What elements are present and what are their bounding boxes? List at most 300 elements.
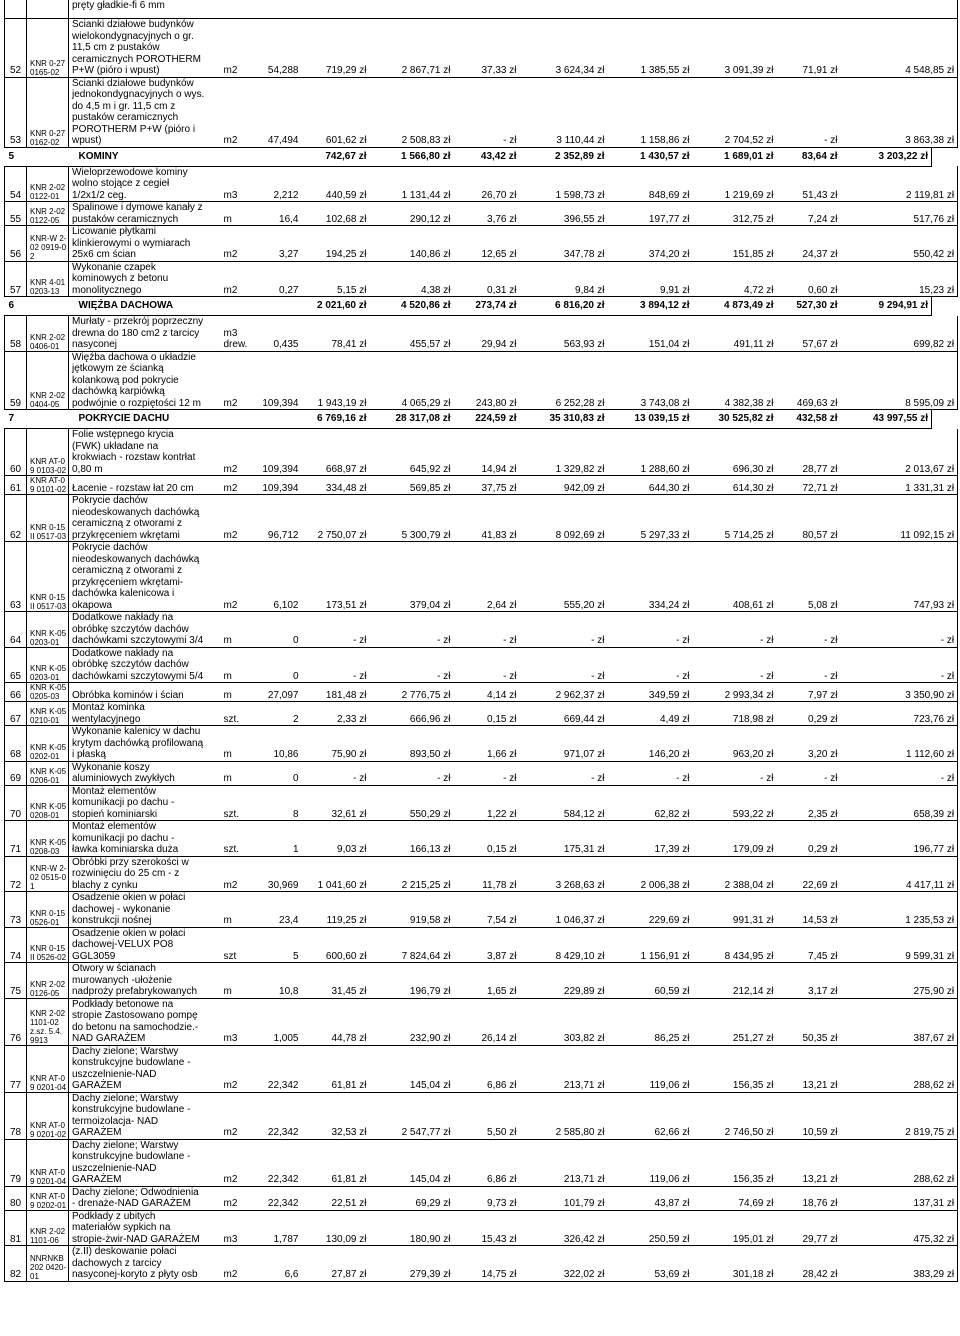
cost-value-8: 2 119,81 zł xyxy=(841,166,958,202)
cost-value-4: 2 585,80 zł xyxy=(520,1092,608,1139)
row-number: 71 xyxy=(5,821,27,857)
norm-code: KNR 0-27 0165-02 xyxy=(27,19,69,78)
section-total-4: 6 816,20 zł xyxy=(520,297,608,316)
norm-code: KNR 0-27 0162-02 xyxy=(27,77,69,147)
cost-value-5: 146,20 zł xyxy=(608,726,693,762)
cost-value-8: 288,62 zł xyxy=(841,1139,958,1186)
table-row xyxy=(5,1210,958,1246)
section-number: 6 xyxy=(5,297,27,316)
cost-value-1: 61,81 zł xyxy=(303,1139,370,1186)
unit-of-measure: m2 xyxy=(221,19,253,78)
work-description: Montaż elementów komunikacji po dachu - stopień kominiarski xyxy=(69,785,221,821)
row-number: 69 xyxy=(5,761,27,785)
unit-of-measure: m xyxy=(221,761,253,785)
row-number: 57 xyxy=(5,261,27,297)
cost-value-8: 387,67 zł xyxy=(841,998,958,1045)
cost-value-5: 3 743,08 zł xyxy=(608,351,693,410)
cost-value-4: 326,42 zł xyxy=(520,1210,608,1246)
cost-value-4: 322,02 zł xyxy=(520,1246,608,1282)
cost-value-8: - zł xyxy=(841,761,958,785)
cost-value-3: 26,14 zł xyxy=(454,998,520,1045)
quantity: 3,27 xyxy=(253,226,303,262)
cost-value-4: - zł xyxy=(520,761,608,785)
unit-of-measure: m2 xyxy=(221,476,253,495)
norm-code: KNR AT-09 0201-02 xyxy=(27,1092,69,1139)
section-total-6: 4 873,49 zł xyxy=(693,297,777,316)
cost-value-8: 383,29 zł xyxy=(841,1246,958,1282)
cost-value-3: 26,70 zł xyxy=(454,166,520,202)
unit-of-measure: m2 xyxy=(221,351,253,410)
cost-value-5: 229,69 zł xyxy=(608,892,693,928)
cost-value-3: 1,22 zł xyxy=(454,785,520,821)
cost-value-2: 1 131,44 zł xyxy=(370,166,454,202)
cost-estimate-table xyxy=(4,0,958,1282)
cost-value-5: 62,82 zł xyxy=(608,785,693,821)
cost-value-3: - zł xyxy=(454,761,520,785)
cost-value-6: 195,01 zł xyxy=(693,1210,777,1246)
cost-value-5: - zł xyxy=(608,761,693,785)
norm-code: KNR-W 2-02 0515-01 xyxy=(27,856,69,892)
cost-value-2: 7 824,64 zł xyxy=(370,927,454,963)
quantity: 1,787 xyxy=(253,1210,303,1246)
cost-value-2: 569,85 zł xyxy=(370,476,454,495)
cost-value-1: - zł xyxy=(303,612,370,648)
cost-value-6: 4 382,38 zł xyxy=(693,351,777,410)
cost-value-8: 4 548,85 zł xyxy=(841,19,958,78)
section-row xyxy=(5,147,958,166)
cost-value-5: 374,20 zł xyxy=(608,226,693,262)
section-title: WIĘŹBA DACHOWA xyxy=(27,297,303,316)
unit-of-measure: m2 xyxy=(221,226,253,262)
cost-value-2: 140,86 zł xyxy=(370,226,454,262)
cost-value-2: 893,50 zł xyxy=(370,726,454,762)
cost-value-1: 600,60 zł xyxy=(303,927,370,963)
cost-value-8: 9 599,31 zł xyxy=(841,927,958,963)
cost-value-8: 15,23 zł xyxy=(841,261,958,297)
cost-value-3: 2,64 zł xyxy=(454,542,520,612)
cost-value-7: 3,17 zł xyxy=(777,963,841,999)
cost-value-8: 196,77 zł xyxy=(841,821,958,857)
cost-value-5: 197,77 zł xyxy=(608,202,693,226)
cost-value-6: 2 388,04 zł xyxy=(693,856,777,892)
cost-value-8: 658,39 zł xyxy=(841,785,958,821)
cost-value-5: 848,69 zł xyxy=(608,166,693,202)
cost-value-4: 1 046,37 zł xyxy=(520,892,608,928)
cost-value-6: 156,35 zł xyxy=(693,1045,777,1092)
cost-value-6: 963,20 zł xyxy=(693,726,777,762)
cost-value-2: 455,57 zł xyxy=(370,316,454,352)
row-number: 61 xyxy=(5,476,27,495)
cost-value-1: 75,90 zł xyxy=(303,726,370,762)
norm-code: KNR K-05 0203-01 xyxy=(27,612,69,648)
cost-value-6: 212,14 zł xyxy=(693,963,777,999)
work-description: Podkłady z ubitych materiałów sypkich na stropie-żwir-NAD GARAŻEM xyxy=(69,1210,221,1246)
cost-value-7: - zł xyxy=(777,77,841,147)
quantity: 10,86 xyxy=(253,726,303,762)
cost-value-1: 173,51 zł xyxy=(303,542,370,612)
work-description: Wieloprzewodowe kominy wolno stojące z cegieł 1/2x1/2 ceg. xyxy=(69,166,221,202)
row-number: 72 xyxy=(5,856,27,892)
cost-value-6: 179,09 zł xyxy=(693,821,777,857)
section-title: POKRYCIE DACHU xyxy=(27,410,303,429)
cost-value-3: - zł xyxy=(454,77,520,147)
cost-value-5: 250,59 zł xyxy=(608,1210,693,1246)
work-description: Wykonanie kalenicy w dachu krytym dachówką profilowaną i płaską xyxy=(69,726,221,762)
section-total-2: 4 520,86 zł xyxy=(370,297,454,316)
work-description: Montaż kominka wentylacyjnego xyxy=(69,702,221,726)
cost-value-1: 719,29 zł xyxy=(303,19,370,78)
cost-value-6: 2 704,52 zł xyxy=(693,77,777,147)
quantity: 109,394 xyxy=(253,429,303,476)
cost-value-1: 32,61 zł xyxy=(303,785,370,821)
cost-value-4: 1 329,82 zł xyxy=(520,429,608,476)
cost-value-7: 2,35 zł xyxy=(777,785,841,821)
cost-value-6: 491,11 zł xyxy=(693,316,777,352)
quantity: 10,8 xyxy=(253,963,303,999)
cost-value-7: 22,69 zł xyxy=(777,856,841,892)
cost-value-2: 145,04 zł xyxy=(370,1139,454,1186)
norm-code: KNR 2-02 1101-06 xyxy=(27,1210,69,1246)
cost-value-7: - zł xyxy=(777,761,841,785)
section-total-6: 1 689,01 zł xyxy=(693,147,777,166)
cost-value-4: 563,93 zł xyxy=(520,316,608,352)
work-description: Osadzenie okien w połaci dachowej-VELUX PO8 GGL3059 xyxy=(69,927,221,963)
section-total-8: 3 203,22 zł xyxy=(841,147,932,166)
cost-value-8: 2 819,75 zł xyxy=(841,1092,958,1139)
cost-value-7: 7,97 zł xyxy=(777,683,841,702)
table-row xyxy=(5,1045,958,1092)
quantity: 22,342 xyxy=(253,1045,303,1092)
row-number: 53 xyxy=(5,77,27,147)
work-description: Więźba dachowa o układzie jętkowym ze ścianką kolankową pod pokrycie dachówką karpiówką podwójnie o rozpiętości 12 m xyxy=(69,351,221,410)
cost-value-2: 232,90 zł xyxy=(370,998,454,1045)
cost-value-4: 347,78 zł xyxy=(520,226,608,262)
unit-of-measure: szt. xyxy=(221,821,253,857)
cost-value-3: 1,66 zł xyxy=(454,726,520,762)
quantity: 8 xyxy=(253,785,303,821)
cost-value-1: 2,33 zł xyxy=(303,702,370,726)
table-row xyxy=(5,856,958,892)
cost-value-3: 29,94 zł xyxy=(454,316,520,352)
table-row xyxy=(5,683,958,702)
quantity: 2,212 xyxy=(253,166,303,202)
quantity: 16,4 xyxy=(253,202,303,226)
cost-value-6: - zł xyxy=(693,647,777,683)
norm-code: KNR 0-15 0526-01 xyxy=(27,892,69,928)
cost-value-2: 180,90 zł xyxy=(370,1210,454,1246)
work-description: Obróbka kominów i ścian xyxy=(69,683,221,702)
cost-value-2: - zł xyxy=(370,647,454,683)
section-total-1: 6 769,16 zł xyxy=(303,410,370,429)
cost-value-8: - zł xyxy=(841,647,958,683)
cost-value-1: 181,48 zł xyxy=(303,683,370,702)
cost-value-1: 22,51 zł xyxy=(303,1186,370,1210)
quantity: 22,342 xyxy=(253,1139,303,1186)
norm-code: KNR K-05 0210-01 xyxy=(27,702,69,726)
section-number: 7 xyxy=(5,410,27,429)
table-row xyxy=(5,316,958,352)
quantity: 109,394 xyxy=(253,351,303,410)
norm-code: KNR K-05 0203-01 xyxy=(27,647,69,683)
cost-value-4: 8 429,10 zł xyxy=(520,927,608,963)
cost-value-1: 61,81 zł xyxy=(303,1045,370,1092)
cost-value-7: 0,29 zł xyxy=(777,821,841,857)
norm-code: KNR K-05 0206-01 xyxy=(27,761,69,785)
norm-code: KNR 2-02 0126-05 xyxy=(27,963,69,999)
cost-value-4: 3 110,44 zł xyxy=(520,77,608,147)
cost-value-3: - zł xyxy=(454,612,520,648)
work-description: Wykonanie czapek kominowych z betonu monolitycznego xyxy=(69,261,221,297)
cost-value-3: 3,87 zł xyxy=(454,927,520,963)
norm-code: KNR 0-15II 0526-02 xyxy=(27,927,69,963)
cost-value-7: 50,35 zł xyxy=(777,998,841,1045)
cost-value-3: 3,76 zł xyxy=(454,202,520,226)
quantity: 2 xyxy=(253,702,303,726)
norm-code: KNR AT-09 0201-04 xyxy=(27,1139,69,1186)
cost-value-1: 27,87 zł xyxy=(303,1246,370,1282)
cost-value-1: 130,09 zł xyxy=(303,1210,370,1246)
section-total-7: 527,30 zł xyxy=(777,297,841,316)
cost-value-7: 57,67 zł xyxy=(777,316,841,352)
norm-code: KNR 2-02 1101-02 z.sz. 5.4. 9913 xyxy=(27,998,69,1045)
cost-value-3: 0,31 zł xyxy=(454,261,520,297)
cost-value-2: - zł xyxy=(370,612,454,648)
section-total-7: 83,64 zł xyxy=(777,147,841,166)
cost-value-4: 213,71 zł xyxy=(520,1045,608,1092)
cost-value-1: 31,45 zł xyxy=(303,963,370,999)
cost-value-1: 601,62 zł xyxy=(303,77,370,147)
work-description: Murłaty - przekrój poprzeczny drewna do 180 cm2 z tarcicy nasyconej xyxy=(69,316,221,352)
cost-value-5: 119,06 zł xyxy=(608,1045,693,1092)
cost-value-7: 80,57 zł xyxy=(777,495,841,542)
cost-value-8: 475,32 zł xyxy=(841,1210,958,1246)
table-row xyxy=(5,726,958,762)
section-total-2: 1 566,80 zł xyxy=(370,147,454,166)
work-description: Wykonanie koszy aluminiowych zwykłych xyxy=(69,761,221,785)
quantity: 30,969 xyxy=(253,856,303,892)
cost-value-2: 290,12 zł xyxy=(370,202,454,226)
norm-code: KNR-W 2-02 0919-02 xyxy=(27,226,69,262)
cost-value-8: 3 350,90 zł xyxy=(841,683,958,702)
cost-value-4: 971,07 zł xyxy=(520,726,608,762)
cost-value-2: - zł xyxy=(370,761,454,785)
cost-value-7: 51,43 zł xyxy=(777,166,841,202)
cost-value-2: 279,39 zł xyxy=(370,1246,454,1282)
cost-value-7: 5,08 zł xyxy=(777,542,841,612)
cost-value-8: 723,76 zł xyxy=(841,702,958,726)
cost-value-7: 469,63 zł xyxy=(777,351,841,410)
cost-value-2: 4,38 zł xyxy=(370,261,454,297)
cost-value-2: 145,04 zł xyxy=(370,1045,454,1092)
cost-value-2: 379,04 zł xyxy=(370,542,454,612)
cost-value-1: 440,59 zł xyxy=(303,166,370,202)
cost-value-5: 17,39 zł xyxy=(608,821,693,857)
cost-value-8: - zł xyxy=(841,612,958,648)
cost-value-1: 2 750,07 zł xyxy=(303,495,370,542)
section-row xyxy=(5,410,958,429)
section-total-4: 35 310,83 zł xyxy=(520,410,608,429)
cost-value-2: 5 300,79 zł xyxy=(370,495,454,542)
quantity: 1 xyxy=(253,821,303,857)
cost-value-5: 4,49 zł xyxy=(608,702,693,726)
cost-value-8: 11 092,15 zł xyxy=(841,495,958,542)
cost-value-5: 43,87 zł xyxy=(608,1186,693,1210)
cost-value-2: 645,92 zł xyxy=(370,429,454,476)
unit-of-measure: m xyxy=(221,683,253,702)
norm-code: KNR 2-02 0122-05 xyxy=(27,202,69,226)
cost-value-2: 2 776,75 zł xyxy=(370,683,454,702)
cost-value-5: - zł xyxy=(608,647,693,683)
row-number: 78 xyxy=(5,1092,27,1139)
cost-value-8: 288,62 zł xyxy=(841,1045,958,1092)
unit-of-measure: m xyxy=(221,892,253,928)
cost-value-3: - zł xyxy=(454,647,520,683)
cost-value-3: 7,54 zł xyxy=(454,892,520,928)
table-row xyxy=(5,1246,958,1282)
quantity: 54,288 xyxy=(253,19,303,78)
unit-of-measure: m2 xyxy=(221,1186,253,1210)
unit-of-measure: m xyxy=(221,612,253,648)
table-row xyxy=(5,166,958,202)
cost-value-1: 119,25 zł xyxy=(303,892,370,928)
top-text: pręty gładkie-fi 6 mm xyxy=(69,0,958,19)
table-row xyxy=(5,351,958,410)
cost-value-3: 11,78 zł xyxy=(454,856,520,892)
section-total-5: 1 430,57 zł xyxy=(608,147,693,166)
row-number: 75 xyxy=(5,963,27,999)
work-description: Dachy zielone; Warstwy konstrukcyjne budowlane - uszczelnienie-NAD GARAŻEM xyxy=(69,1045,221,1092)
cost-value-6: 718,98 zł xyxy=(693,702,777,726)
row-number: 60 xyxy=(5,429,27,476)
norm-code: KNR K-05 0208-03 xyxy=(27,821,69,857)
table-row xyxy=(5,785,958,821)
row-number: 68 xyxy=(5,726,27,762)
cost-value-6: - zł xyxy=(693,761,777,785)
cost-value-6: 991,31 zł xyxy=(693,892,777,928)
row-number: 64 xyxy=(5,612,27,648)
quantity: 47,494 xyxy=(253,77,303,147)
norm-code: KNR 4-01 0203-13 xyxy=(27,261,69,297)
cost-value-6: 2 993,34 zł xyxy=(693,683,777,702)
norm-code: KNR K-05 0205-03 xyxy=(27,683,69,702)
cost-value-7: 28,42 zł xyxy=(777,1246,841,1282)
table-row xyxy=(5,927,958,963)
table-row xyxy=(5,963,958,999)
section-total-3: 273,74 zł xyxy=(454,297,520,316)
quantity: 0 xyxy=(253,612,303,648)
cost-value-3: 1,65 zł xyxy=(454,963,520,999)
cost-value-5: 1 158,86 zł xyxy=(608,77,693,147)
cost-value-2: 919,58 zł xyxy=(370,892,454,928)
quantity: 0,435 xyxy=(253,316,303,352)
cost-value-7: 71,91 zł xyxy=(777,19,841,78)
quantity: 109,394 xyxy=(253,476,303,495)
cost-value-6: 408,61 zł xyxy=(693,542,777,612)
cost-value-8: 1 331,31 zł xyxy=(841,476,958,495)
cost-value-4: 3 624,34 zł xyxy=(520,19,608,78)
cost-value-7: 28,77 zł xyxy=(777,429,841,476)
cost-value-5: 5 297,33 zł xyxy=(608,495,693,542)
cost-value-3: 12,65 zł xyxy=(454,226,520,262)
cost-estimate-sheet xyxy=(4,0,957,1282)
cost-value-1: - zł xyxy=(303,647,370,683)
cost-value-1: 334,48 zł xyxy=(303,476,370,495)
cost-value-5: 60,59 zł xyxy=(608,963,693,999)
work-description: (z.II) deskowanie połaci dachowych z tarcicy nasyconej-koryto z płyty osb xyxy=(69,1246,221,1282)
cost-value-7: 29,77 zł xyxy=(777,1210,841,1246)
row-number: 77 xyxy=(5,1045,27,1092)
cost-value-6: 251,27 zł xyxy=(693,998,777,1045)
cost-value-6: 696,30 zł xyxy=(693,429,777,476)
norm-code: KNR 2-02 0406-01 xyxy=(27,316,69,352)
cost-value-7: 13,21 zł xyxy=(777,1045,841,1092)
cost-value-1: 44,78 zł xyxy=(303,998,370,1045)
cost-value-4: 396,55 zł xyxy=(520,202,608,226)
cost-value-2: 69,29 zł xyxy=(370,1186,454,1210)
cost-value-1: 1 041,60 zł xyxy=(303,856,370,892)
cost-value-5: 334,24 zł xyxy=(608,542,693,612)
cost-value-8: 137,31 zł xyxy=(841,1186,958,1210)
row-number: 66 xyxy=(5,683,27,702)
cost-value-3: 243,80 zł xyxy=(454,351,520,410)
row-number: 82 xyxy=(5,1246,27,1282)
cost-value-1: 1 943,19 zł xyxy=(303,351,370,410)
row-number: 73 xyxy=(5,892,27,928)
cost-value-4: 9,84 zł xyxy=(520,261,608,297)
quantity: 22,342 xyxy=(253,1186,303,1210)
cost-value-8: 550,42 zł xyxy=(841,226,958,262)
cost-value-4: 1 598,73 zł xyxy=(520,166,608,202)
section-total-1: 2 021,60 zł xyxy=(303,297,370,316)
cost-value-7: 7,45 zł xyxy=(777,927,841,963)
unit-of-measure: szt. xyxy=(221,785,253,821)
table-row xyxy=(5,202,958,226)
cost-value-6: 312,75 zł xyxy=(693,202,777,226)
cost-value-2: 550,29 zł xyxy=(370,785,454,821)
work-description: Dodatkowe nakłady na obróbkę szczytów dachów dachówkami szczytowymi 3/4 xyxy=(69,612,221,648)
table-row xyxy=(5,542,958,612)
table-row xyxy=(5,1186,958,1210)
work-description: Folie wstępnego krycia (FWK) układane na krokwiach - rozstaw kontrłat 0,80 m xyxy=(69,429,221,476)
cost-value-5: 1 156,91 zł xyxy=(608,927,693,963)
unit-of-measure: m3 xyxy=(221,998,253,1045)
cost-value-5: 644,30 zł xyxy=(608,476,693,495)
cost-value-2: 2 867,71 zł xyxy=(370,19,454,78)
cost-value-5: - zł xyxy=(608,612,693,648)
norm-code: KNR K-05 0208-01 xyxy=(27,785,69,821)
section-total-6: 30 525,82 zł xyxy=(693,410,777,429)
cost-value-3: 37,33 zł xyxy=(454,19,520,78)
quantity: 0,27 xyxy=(253,261,303,297)
row-number: 70 xyxy=(5,785,27,821)
unit-of-measure: m xyxy=(221,726,253,762)
table-row xyxy=(5,1139,958,1186)
cost-value-5: 53,69 zł xyxy=(608,1246,693,1282)
quantity: 22,342 xyxy=(253,1092,303,1139)
cost-value-5: 2 006,38 zł xyxy=(608,856,693,892)
cost-value-6: - zł xyxy=(693,612,777,648)
norm-code: KNR 2-02 0404-05 xyxy=(27,351,69,410)
cost-value-3: 41,83 zł xyxy=(454,495,520,542)
norm-code: KNR 0-15II 0517-03 xyxy=(27,542,69,612)
cost-value-8: 747,93 zł xyxy=(841,542,958,612)
work-description: Łacenie - rozstaw łat 20 cm xyxy=(69,476,221,495)
section-total-3: 224,59 zł xyxy=(454,410,520,429)
cost-value-2: 666,96 zł xyxy=(370,702,454,726)
cost-value-8: 2 013,67 zł xyxy=(841,429,958,476)
cost-value-4: 213,71 zł xyxy=(520,1139,608,1186)
cost-value-8: 8 595,09 zł xyxy=(841,351,958,410)
